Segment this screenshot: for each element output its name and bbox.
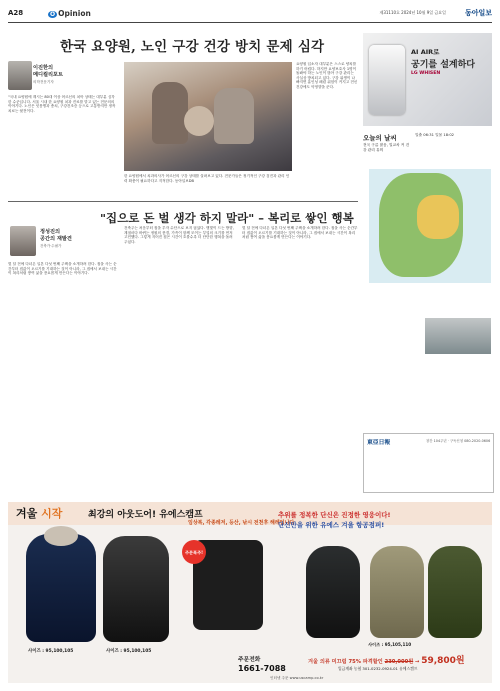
old-price: 230,000원 xyxy=(384,659,414,665)
column-title: 이진한의 xyxy=(33,65,54,71)
ad-headline: 최강의 아웃도어! 유에스캠프 xyxy=(88,510,203,520)
jacket-image-navy xyxy=(26,534,96,642)
weather-map xyxy=(369,169,491,283)
flight-jacket-khaki xyxy=(428,546,482,638)
newspaper-logo: 동아일보 xyxy=(464,8,492,17)
article2-body-col3: 몇 달 전에 다녀온 일본 다섯 번째 주택을 소개하려 한다. 집을 사는 순간부터 집값이 오르기를 기대하는 것이 아니라, 그 집에서 보내는 시간이 복리처럼 쌓여 삶을 풍요롭게 만든다는 이야기다. xyxy=(242,226,358,240)
article2-body-col1: 몇 달 전에 다녀온 일본 다섯 번째 주택을 소개하려 한다. 집을 사는 순간부터 집값이 오르기를 기대하는 것이 아니라, 그 집에서 보내는 시간이 복리처럼 쌓여 삶을 풍요롭게 만든다는 이야기다. xyxy=(8,262,117,276)
photo-figure xyxy=(184,106,214,136)
page-header xyxy=(8,9,492,21)
section-divider xyxy=(8,201,358,202)
article1-byline xyxy=(33,65,63,86)
article2-author-box xyxy=(10,226,36,256)
article1-headline: 한국 요양원, 노인 구강 건강 방치 문제 심각 xyxy=(60,39,325,55)
author-role: 건축가·수필가 xyxy=(40,244,62,248)
column-name: 공간의 재발견 xyxy=(40,236,72,242)
ad-line1: AI AIR로 xyxy=(411,48,440,56)
section-name: Opinion xyxy=(58,9,91,18)
tag-prefix: 겨울 xyxy=(16,507,38,520)
jacket-image-black xyxy=(103,536,169,642)
weather-subtitle: 전국 구름 많음, 일교차 커 건강 관리 유의 xyxy=(363,143,410,152)
article1-body-col2: 요양원 입소자 대부분은 스스로 양치를 하기 어렵다. 하지만 요양보호사 1명이 돌봐야 하는 노인이 많아 구강 관리는 사실상 방치되고 있다. 구강 위생이 나빠지면 흡인성 폐렴 위험이 커지고 전신 건강에도 악영향을 준다. xyxy=(296,62,358,89)
ad-subline: 임상복, 각종레저, 등산, 낚시 전천후 해레입니다 xyxy=(188,520,295,526)
price-block: 겨울 의류 미끄럼 75% 파격할인 230,000원 → 59,800원 xyxy=(308,656,465,666)
donga-subtitle: 창간 104주년 · 구독신청 080-2020-0606 xyxy=(426,439,491,443)
author-role: 의학전문기자 xyxy=(33,80,54,84)
size-label-1b: 사이즈 : 95,100,105 xyxy=(106,649,152,654)
uscamp-ad xyxy=(8,502,492,683)
article2-body-col2: 건축주는 처음부터 집을 투자 수단으로 보지 않았다. 햇빛이 드는 방향, 계절마다 바뀌는 정원의 풍경, 가족이 함께 모이는 부엌의 크기를 먼저 고민했다. 그렇게 지어진 집은 시간이 흐를수록 더 단단한 행복을 돌려주었다. xyxy=(124,226,234,244)
size-label-2: 사이즈 : 95,105,110 xyxy=(368,642,412,647)
ad-tag xyxy=(16,505,62,521)
column-title: 정성진의 xyxy=(40,229,61,235)
donga-title: 東亞日報 xyxy=(367,440,391,446)
order-label: 주문전화 xyxy=(238,657,261,663)
ad-brand: LG WHISEN xyxy=(411,71,441,76)
subscription-box xyxy=(363,433,494,493)
opinion-icon: O xyxy=(50,11,56,18)
flight-jacket-black xyxy=(306,546,360,638)
bank-account: 입금계좌 농협 301-0232-0924-01 유에스캠프 xyxy=(338,666,418,671)
ad-right-line1: 추위를 정복한 단신은 진정한 영웅이다! xyxy=(278,511,391,519)
flight-jacket-beige xyxy=(370,546,424,638)
photo-figure xyxy=(152,82,188,144)
page-number: A28 xyxy=(8,9,24,17)
tag-suffix: 시작 xyxy=(41,507,63,520)
article1-body-col1: "국내 요양원에 계시는 80대 이상 어르신의 치아 상태는 대부분 심각한 수준입니다. 서울 시내 한 요양원 치과 진료를 맡고 있는 전문의의 이야기다. 노인은 잇몸병과 충치, 구강건조증 등으로 고통받지만 정작 치료는 뒷전이다. xyxy=(8,95,116,113)
ad-right-line2: 단신만을 위한 유에스 겨울 항공점퍼! xyxy=(278,521,385,529)
fur-hood xyxy=(44,526,78,546)
header-rule xyxy=(8,22,492,23)
lg-air-ad xyxy=(363,33,492,126)
air-conditioner-image xyxy=(369,45,405,115)
article2-byline xyxy=(40,229,72,250)
column-name: 메디컬리포트 xyxy=(33,72,64,78)
order-burst-badge: 주문폭주! xyxy=(182,540,206,564)
section-label xyxy=(48,9,91,18)
article1-photo xyxy=(124,62,292,171)
size-label-1: 사이즈 : 95,100,105 xyxy=(28,649,74,654)
ad-line2: 공기를 설계하다 xyxy=(411,60,475,70)
price-label: 겨울 의류 미끄럼 75% 파격할인 xyxy=(308,659,383,665)
weather-title: 오늘의 날씨 xyxy=(363,134,397,142)
sunrise-sunset: 일출 06:31 일몰 18:02 xyxy=(415,133,455,137)
article2-photo xyxy=(425,318,491,354)
weather-box xyxy=(363,133,492,293)
author-portrait xyxy=(10,226,36,256)
issue-meta: 제31110호 2024년 10월 9일 금요일 xyxy=(379,10,446,15)
author-portrait xyxy=(8,61,32,90)
map-region xyxy=(417,195,459,239)
photo-caption: 한 요양원에서 치과의사가 어르신의 구강 상태를 살펴보고 있다. 전문가들은 정기적인 구강 검진과 관리 인력 확충이 필요하다고 지적한다. 동아일보DB xyxy=(124,174,290,183)
article2-headline: "집으로 돈 벌 생각 하지 말라" – 복리로 쌓인 행복 xyxy=(100,211,354,225)
sale-price: 59,800원 xyxy=(421,656,465,666)
ad-website[interactable]: 인터넷 주문 www.uscamp.co.kr xyxy=(270,676,324,680)
photo-figure xyxy=(214,88,254,144)
order-phone[interactable]: 1661-7088 xyxy=(238,664,286,673)
